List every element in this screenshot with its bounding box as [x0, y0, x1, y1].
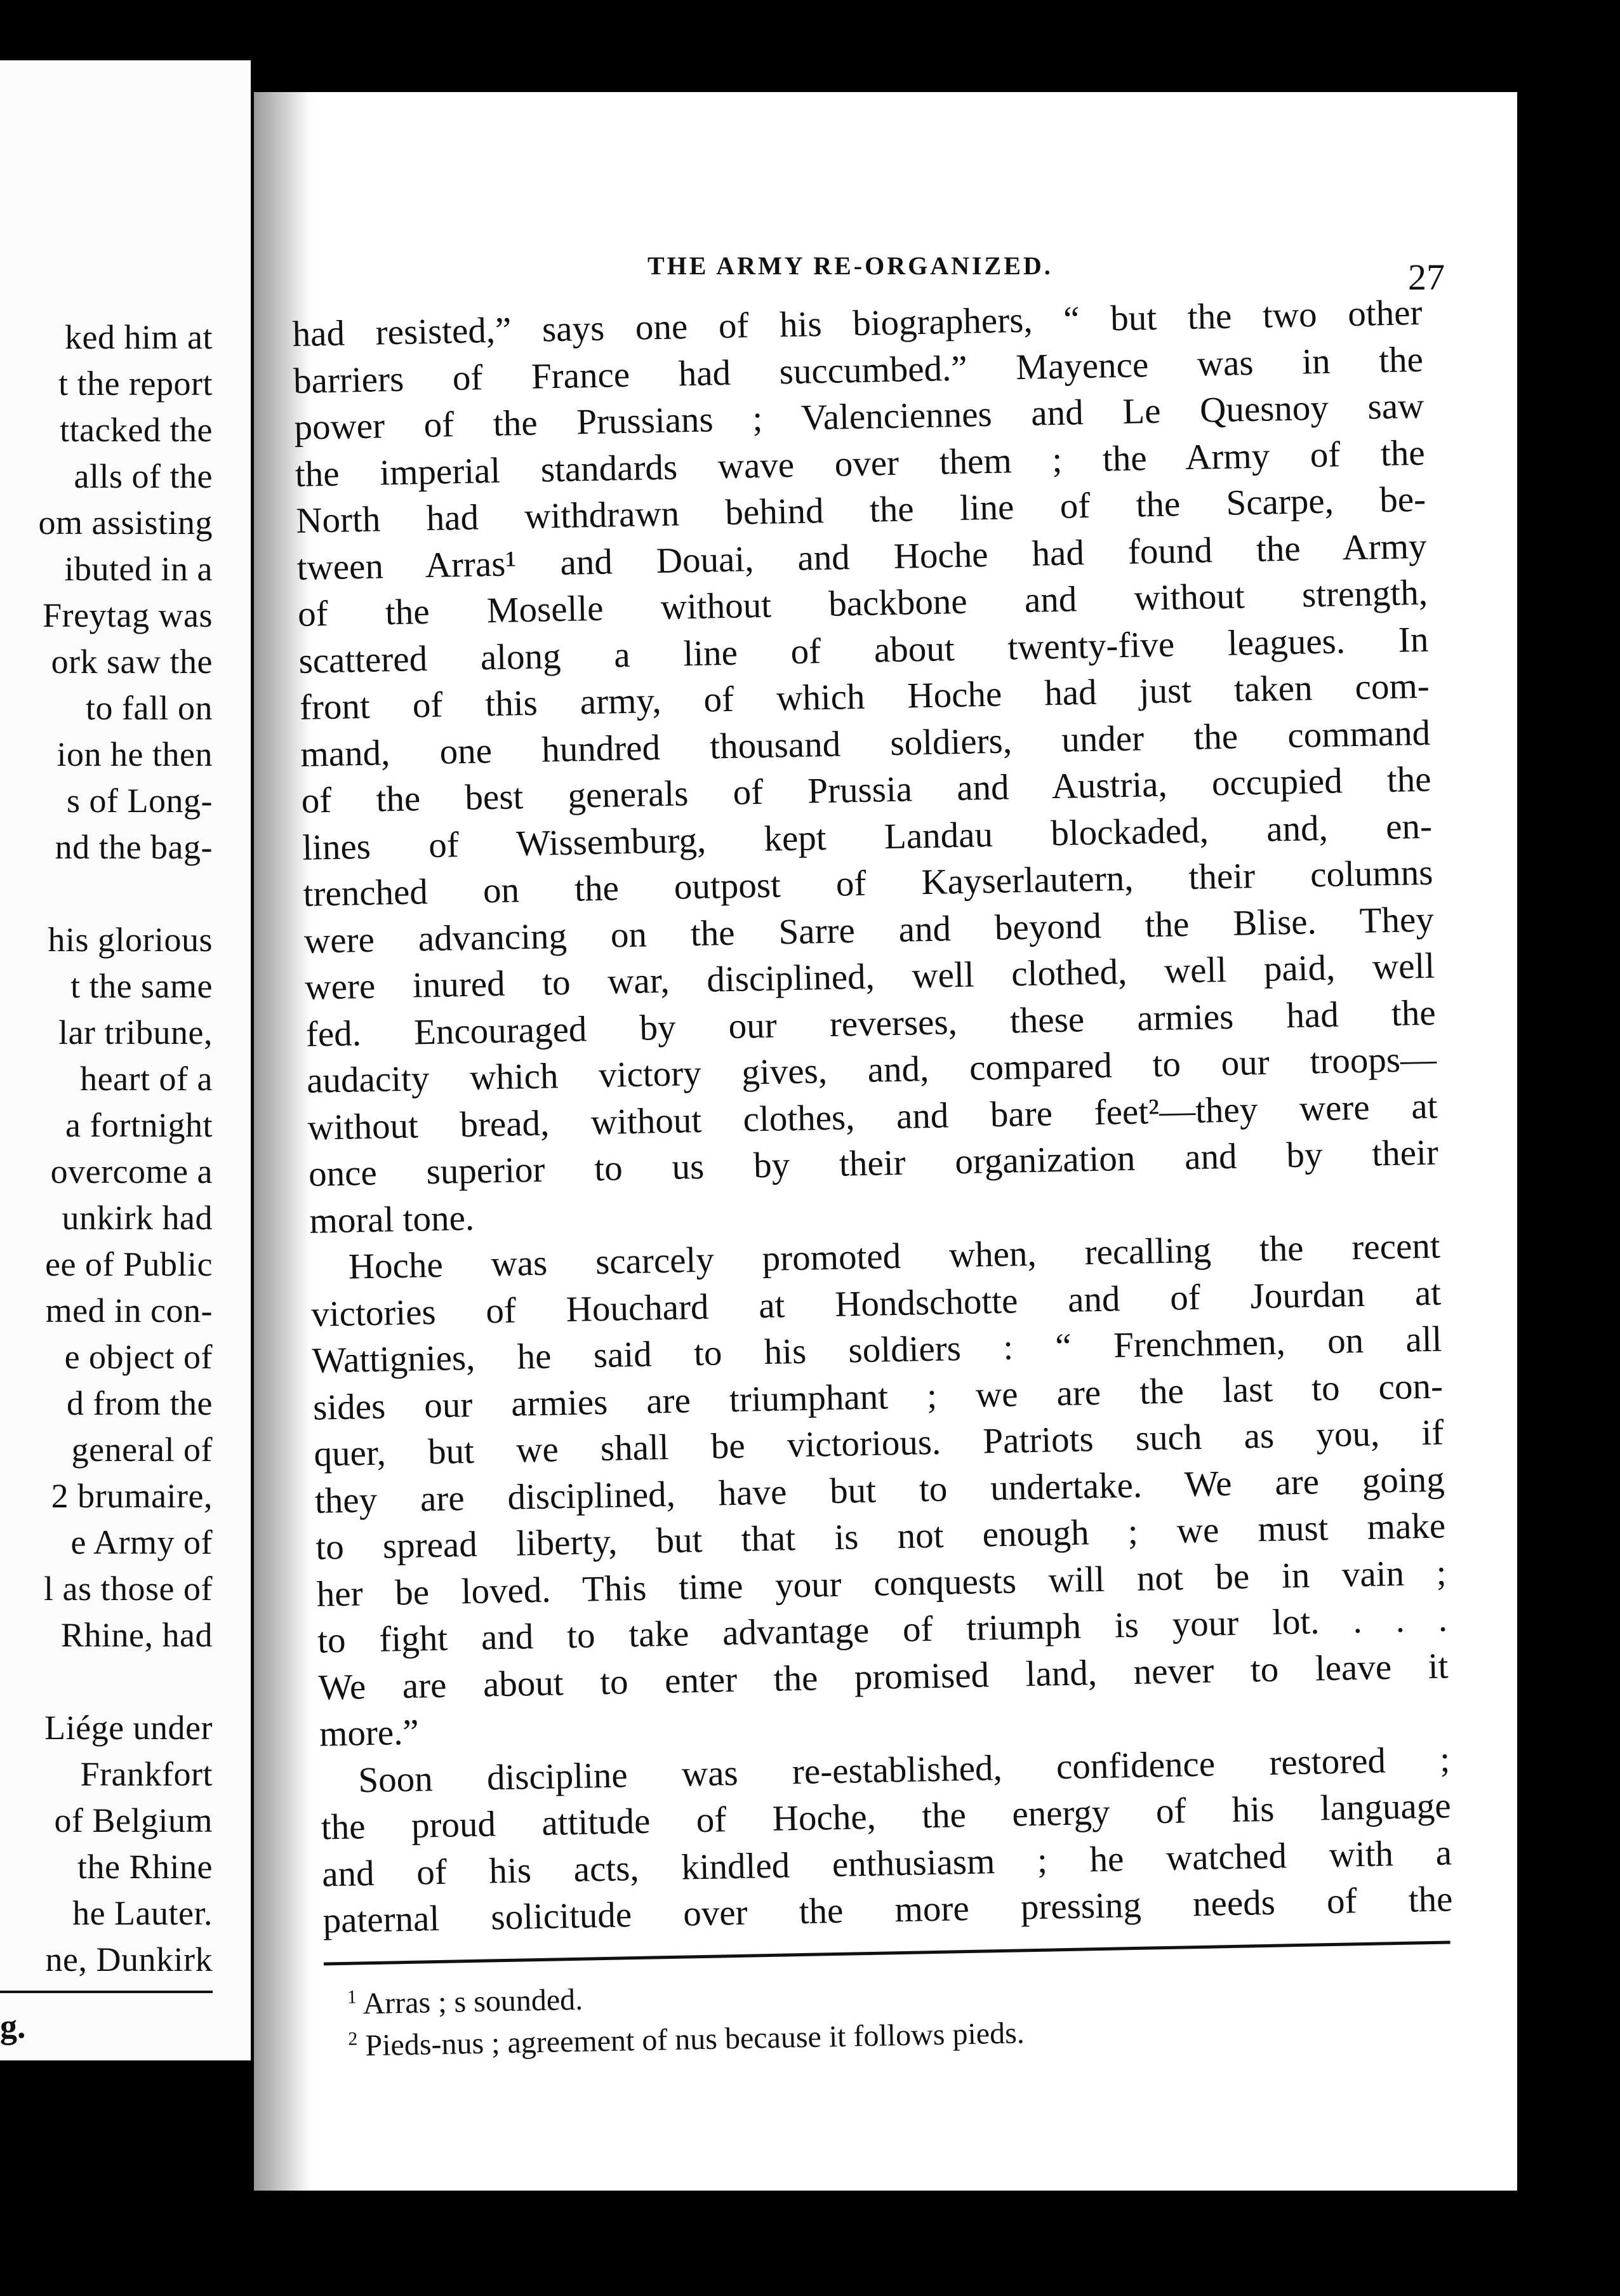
body-line: once superior to us by their organization and by their: [308, 1132, 1439, 1194]
body-line: to spread liberty, but that is not enough ; we must make: [315, 1505, 1446, 1568]
left-page-line: l as those of: [44, 1570, 213, 1608]
body-line: barriers of France had succumbed.” Mayence was in the: [293, 339, 1424, 401]
body-line: power of the Prussians ; Valenciennes and Le Quesnoy saw: [293, 385, 1424, 448]
body-line: Hoche was scarcely promoted when, recalling the recent: [348, 1225, 1441, 1287]
left-page-line: to fall on: [86, 689, 213, 727]
left-page-line: Liége under: [44, 1709, 213, 1747]
body-line: audacity which victory gives, and, compared to our troops—: [306, 1039, 1437, 1101]
footnote-text: Pieds-nus ; agreement of nus because it follows pieds.: [364, 2015, 1025, 2062]
left-page-line: med in con-: [45, 1292, 213, 1330]
left-page-line: the Rhine: [77, 1848, 213, 1886]
body-line: sides our armies are triumphant ; we are the last to con-: [312, 1366, 1444, 1428]
body-line: and of his acts, kindled enthusiasm ; he watched with a: [321, 1832, 1452, 1895]
body-line: lines of Wissemburg, kept Landau blockaded, and, en-: [302, 806, 1433, 868]
left-page-line: 2 brumaire,: [51, 1477, 213, 1515]
left-page-text: [0, 314, 213, 1983]
page-number: 27: [1408, 257, 1445, 298]
body-line: scattered along a line of about twenty-five leagues. In: [298, 619, 1429, 681]
left-page-line: ee of Public: [45, 1245, 213, 1283]
left-page-line: [0, 1659, 213, 1705]
footnote-mark: 2: [347, 2028, 358, 2050]
left-page-line: a fortnight: [65, 1106, 213, 1144]
left-page-line: of Belgium: [54, 1801, 213, 1839]
body-line: paternal solicitude over the more pressing needs of the: [322, 1879, 1453, 1941]
body-line: had resisted,” says one of his biographers, “ but the two other: [292, 292, 1423, 354]
body-line: fed. Encouraged by our reverses, these armies had the: [305, 992, 1437, 1055]
left-footnote-rule: [0, 1991, 213, 1993]
body-line: Wattignies, he said to his soldiers : “ Frenchmen, on all: [312, 1319, 1443, 1381]
body-line: without bread, without clothes, and bare feet²—they were at: [307, 1086, 1438, 1148]
left-page-line: [0, 871, 213, 917]
left-page-line: lar tribune,: [58, 1013, 213, 1051]
right-page: [254, 92, 1517, 2191]
left-page-line: t the same: [70, 967, 213, 1005]
body-line: more.”: [319, 1712, 420, 1754]
left-page-line: e Army of: [70, 1523, 213, 1561]
left-page-line: heart of a: [80, 1060, 213, 1098]
left-page-fragment: g.: [0, 2007, 26, 2045]
body-line: they are disciplined, have but to undertake. We are going: [314, 1458, 1445, 1521]
left-page-line: Rhine, had: [61, 1616, 213, 1654]
body-line: North had withdrawn behind the line of the Scarpe, be-: [295, 479, 1426, 541]
body-line: the imperial standards wave over them ; the Army of the: [295, 432, 1426, 495]
body-line: of the Moselle without backbone and without strength,: [297, 572, 1428, 634]
body-line: We are about to enter the promised land, never to leave it: [318, 1645, 1449, 1708]
left-page-line: nd the bag-: [55, 828, 213, 866]
body-line: victories of Houchard at Hondschotte and of Jourdan at: [310, 1272, 1442, 1335]
body-line: Soon discipline was re-established, confidence restored ;: [357, 1739, 1451, 1800]
left-page-line: his glorious: [48, 921, 213, 959]
body-line: of the best generals of Prussia and Austria, occupied the: [301, 759, 1432, 821]
body-line: were inured to war, disciplined, well clothed, well paid, well: [304, 945, 1435, 1008]
body-line: the proud attitude of Hoche, the energy of his language: [321, 1785, 1452, 1848]
left-page-line: t the report: [58, 364, 213, 403]
left-page-line: ibuted in a: [64, 550, 213, 588]
body-text: [292, 290, 1456, 2060]
left-page-line: ked him at: [65, 318, 213, 356]
left-page-line: alls of the: [74, 457, 213, 495]
left-page-line: overcome a: [50, 1152, 213, 1191]
left-page-line: ttacked the: [60, 411, 213, 449]
body-line: her be loved. This time your conquests will not be in vain ;: [316, 1552, 1447, 1615]
body-line: were advancing on the Sarre and beyond the Blise. They: [303, 899, 1435, 961]
left-page-line: ork saw the: [51, 643, 213, 681]
body-line: moral tone.: [309, 1198, 475, 1241]
left-page-line: e object of: [64, 1338, 213, 1376]
running-header: THE ARMY RE-ORGANIZED.: [647, 251, 1053, 280]
body-line: trenched on the outpost of Kayserlautern, their columns: [303, 852, 1433, 914]
body-line: tween Arras¹ and Douai, and Hoche had found the Army: [296, 526, 1428, 588]
body-line: to fight and to take advantage of triumph is your lot. . . .: [317, 1599, 1448, 1661]
left-page-line: Frankfort: [80, 1755, 213, 1793]
left-page-line: s of Long-: [67, 782, 213, 820]
footnote-text: Arras ; s sounded.: [362, 1982, 583, 2020]
left-page: [0, 60, 251, 2060]
left-page-line: om assisting: [38, 504, 213, 542]
left-page-line: general of: [71, 1431, 213, 1469]
body-line: mand, one hundred thousand soldiers, under the command: [300, 712, 1431, 775]
body-line: front of this army, of which Hoche had just taken com-: [299, 665, 1430, 728]
body-line: quer, but we shall be victorious. Patriots such as you, if: [313, 1412, 1444, 1474]
footnotes: [324, 1955, 1455, 2060]
left-page-line: d from the: [67, 1384, 213, 1422]
left-page-line: Freytag was: [43, 596, 213, 634]
footnote-mark: 1: [347, 1986, 357, 2008]
left-page-line: ne, Dunkirk: [45, 1940, 213, 1979]
left-page-line: ion he then: [56, 735, 213, 773]
left-page-line: he Lauter.: [72, 1894, 213, 1932]
left-page-line: unkirk had: [62, 1199, 213, 1237]
